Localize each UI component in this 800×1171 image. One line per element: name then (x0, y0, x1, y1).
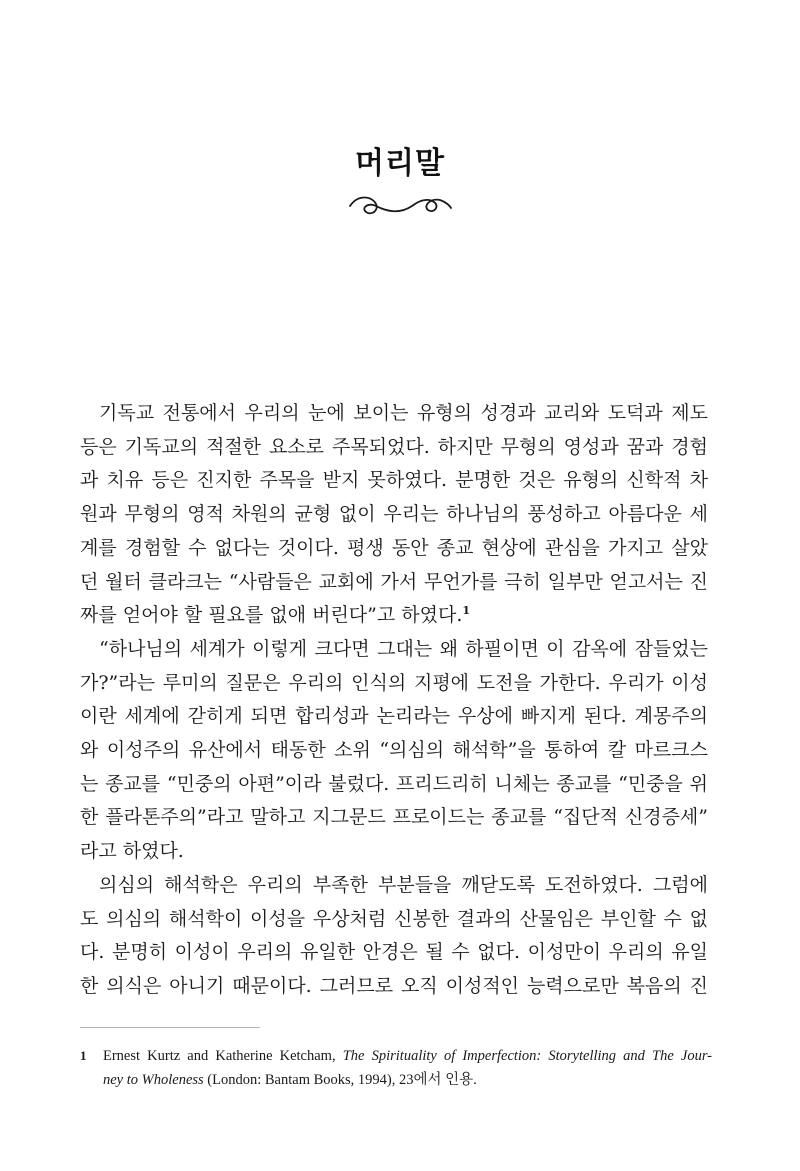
footnote-reference[interactable]: 1 (462, 604, 471, 618)
text-line: 던 월터 클라크는 “사람들은 교회에 가서 무언가를 극히 일부만 얻고서는 진 (80, 570, 708, 593)
text-line: 과 치유 등은 진지한 주목을 받지 못하였다. 분명한 것은 유형의 신학적 차 (80, 469, 708, 492)
footnote-publication: (London: Bantam Books, 1994), 23에서 인용. (203, 1072, 477, 1088)
text-line: 등은 기독교의 적절한 요소로 주목되었다. 하지만 무형의 영성과 꿈과 경험 (80, 435, 708, 458)
text-line: 가?”라는 루미의 질문은 우리의 인식의 지평에 도전을 가한다. 우리가 이성 (80, 671, 708, 694)
footnote-number: 1 (80, 1048, 87, 1063)
text-line: 는 종교를 “민중의 아편”이라 불렀다. 프리드리히 니체는 종교를 “민중을 위 (80, 772, 708, 795)
text-line: 계를 경험할 수 없다는 것이다. 평생 동안 종교 현상에 관심을 가지고 살았 (80, 536, 708, 559)
text-line: 기독교 전통에서 우리의 눈에 보이는 유형의 성경과 교리와 도덕과 제도 (99, 402, 708, 424)
chapter-title: 머리말 (355, 146, 445, 181)
footnote (80, 1044, 712, 1092)
text-line: 짜를 얻어야 할 필요를 없애 버린다”고 하였다. (80, 604, 463, 627)
body-text (80, 397, 708, 1004)
footnote-book-title-cont: ney to Wholeness (103, 1072, 204, 1088)
footnote-authors: Ernest Kurtz and Katherine Ketcham, (103, 1048, 343, 1064)
swash-ornament-icon (346, 190, 454, 220)
footnote-divider (80, 1027, 260, 1028)
text-line: 한 의식은 아니기 때문이다. 그러므로 오직 이성적인 능력으로만 복음의 진 (80, 974, 708, 997)
text-line: 의심의 해석학은 우리의 부족한 부분들을 깨닫도록 도전하였다. 그럼에 (99, 873, 708, 896)
text-line: “하나님의 세계가 이렇게 크다면 그대는 왜 하필이면 이 감옥에 잠들었는 (99, 637, 708, 660)
text-line: 다. 분명히 이성이 우리의 유일한 안경은 될 수 없다. 이성만이 우리의 유일 (80, 941, 708, 964)
text-line: 와 이성주의 유산에서 태동한 소위 “의심의 해석학”을 통하여 칼 마르크스 (80, 739, 708, 762)
footnote-text (103, 1044, 712, 1092)
footnote-line (103, 1068, 712, 1092)
text-line-with-footnote (80, 599, 708, 633)
footnote-book-title: The Spirituality of Imperfection: Storytelling and The Jour- (342, 1048, 713, 1064)
text-line: 라고 하였다. (80, 840, 184, 863)
text-line: 한 플라톤주의”라고 말하고 지그문드 프로이드는 종교를 “집단적 신경증세” (80, 806, 708, 829)
text-line: 이란 세계에 갇히게 되면 합리성과 논리라는 우상에 빠지게 된다. 계몽주의 (80, 705, 708, 728)
text-line: 원과 무형의 영적 차원의 균형 없이 우리는 하나님의 풍성하고 아름다운 세 (80, 503, 708, 526)
text-line: 도 의심의 해석학이 이성을 우상처럼 신봉한 결과의 산물임은 부인할 수 없 (80, 907, 708, 930)
footnote-line (103, 1044, 712, 1068)
